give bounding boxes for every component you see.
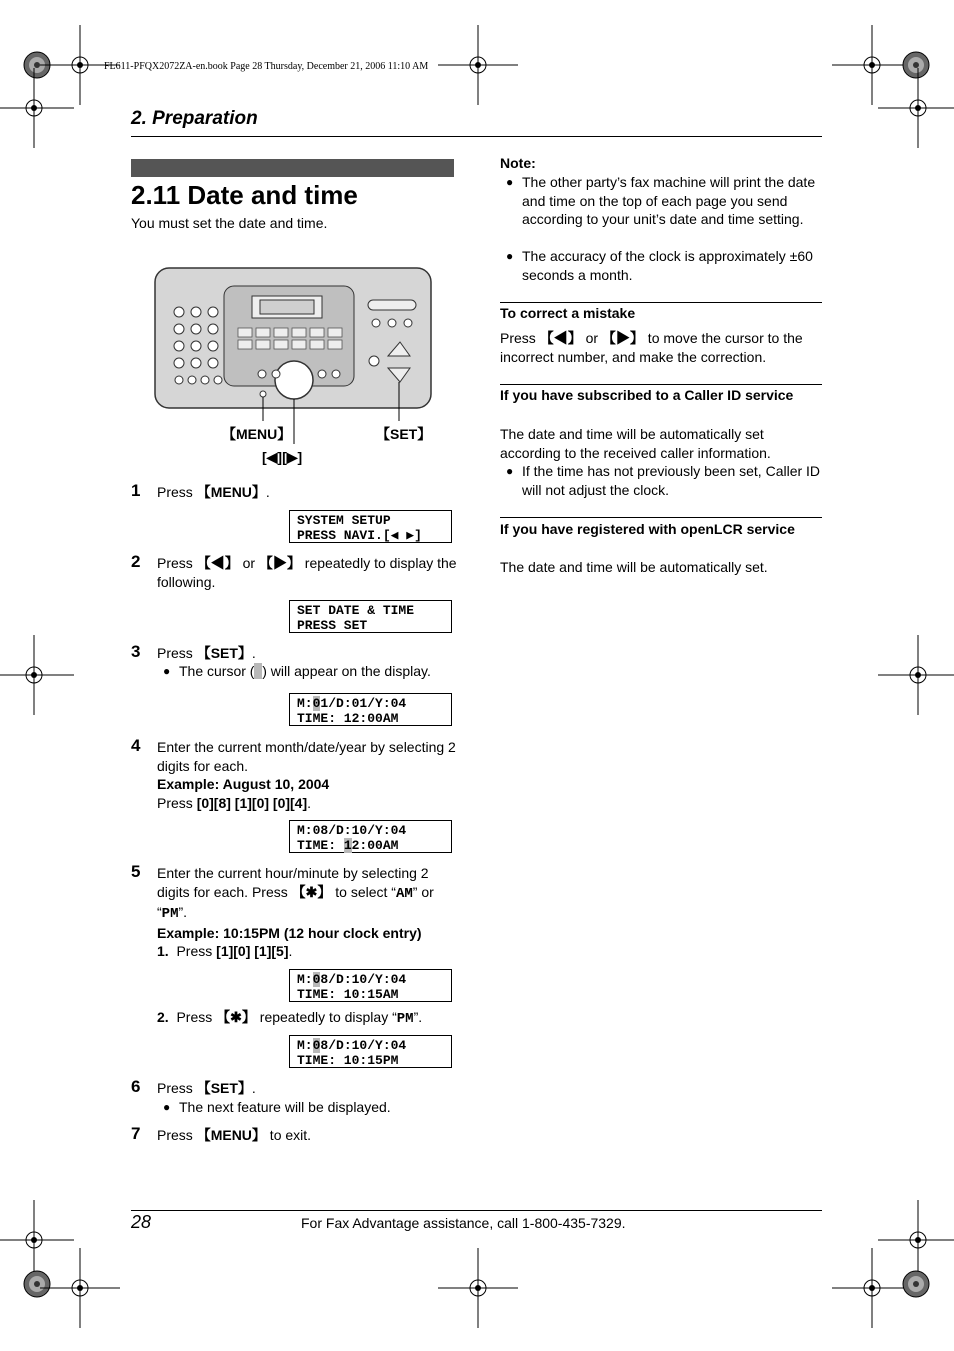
note-heading: Note: bbox=[500, 155, 536, 171]
caller-text: The date and time will be automatically set according to the received caller information. bbox=[500, 426, 771, 461]
title-bar bbox=[131, 159, 454, 177]
step-2-number: 2 bbox=[131, 552, 141, 571]
step-7-number: 7 bbox=[131, 1124, 141, 1143]
step-6-text: Press 【SET】. bbox=[157, 1080, 256, 1096]
step-1-number: 1 bbox=[131, 481, 141, 500]
section-header: 2. Preparation bbox=[131, 108, 258, 129]
step-1-text: Press 【MENU】. bbox=[157, 484, 270, 500]
step-5-text: Enter the current hour/minute by selecting 2 digits for each. Press 【✱】 to select “AM” or “PM”. Example: 10:15PM (12 hour clock entry) bbox=[157, 865, 434, 941]
lcd-step-2: SET DATE & TIME PRESS SET bbox=[289, 600, 452, 633]
print-info-line: FL611-PFQX2072ZA-en.book Page 28 Thursday, December 21, 2006 11:10 AM bbox=[104, 61, 429, 72]
bullet-dot: ● bbox=[163, 1100, 171, 1114]
step-6-bullet: ● The next feature will be displayed. bbox=[163, 1099, 391, 1115]
lcr-text: The date and time will be automatically set. bbox=[500, 559, 768, 575]
bullet-dot: ● bbox=[163, 664, 171, 678]
note-bullet-2: ● The accuracy of the clock is approximately ±60 seconds a month. bbox=[506, 248, 813, 283]
footer-rule bbox=[131, 1210, 822, 1211]
step-3-text: Press 【SET】. bbox=[157, 645, 256, 661]
rule-correct bbox=[500, 302, 822, 303]
footer-assistance: For Fax Advantage assistance, call 1-800-435-7329. bbox=[301, 1215, 626, 1231]
step-5-sub-1: 1. Press [1][0] [1][5]. bbox=[157, 943, 293, 959]
page-title: 2.11 Date and time bbox=[131, 180, 358, 210]
step-6-number: 6 bbox=[131, 1077, 141, 1096]
step-3-number: 3 bbox=[131, 642, 141, 661]
rule-lcr bbox=[500, 517, 822, 518]
step-7-text: Press 【MENU】 to exit. bbox=[157, 1127, 312, 1143]
bullet-dot: ● bbox=[506, 175, 514, 189]
step-5-sub-2: 2. Press 【✱】 repeatedly to display “PM”. bbox=[157, 1009, 423, 1027]
bullet-dot: ● bbox=[506, 464, 514, 478]
lcd-step-4: M:08/D:10/Y:04 TIME: 12:00AM bbox=[289, 820, 452, 853]
lcd-step-5-b: M:08/D:10/Y:04 TIME: 10:15PM bbox=[289, 1035, 452, 1068]
correct-text: Press 【◀】 or 【▶】 to move the cursor to the incorrect number, and make the correction. bbox=[500, 330, 803, 365]
intro-text: You must set the date and time. bbox=[131, 215, 328, 231]
step-5-number: 5 bbox=[131, 862, 141, 881]
lcd-step-3: M:01/D:01/Y:04 TIME: 12:00AM bbox=[289, 693, 452, 726]
callout-menu: 【MENU】 bbox=[222, 426, 292, 442]
step-4-number: 4 bbox=[131, 736, 141, 755]
page-number: 28 bbox=[131, 1212, 152, 1232]
lcd-step-1: SYSTEM SETUP PRESS NAVI.[◀ ▶] bbox=[289, 510, 452, 543]
lcr-heading: If you have registered with openLCR service bbox=[500, 521, 795, 537]
correct-heading: To correct a mistake bbox=[500, 305, 636, 321]
step-4-text: Enter the current month/date/year by selecting 2 digits for each. Example: August 10, 2004 Press [0][8] [1][0] [0][4]. bbox=[157, 739, 456, 811]
bullet-dot: ● bbox=[506, 249, 514, 263]
step-3-bullet: ● The cursor ( ) will appear on the display. bbox=[163, 663, 431, 679]
caller-heading: If you have subscribed to a Caller ID service bbox=[500, 387, 794, 403]
caller-bullet: ● If the time has not previously been set, Caller ID will not adjust the clock. bbox=[506, 463, 821, 498]
header-rule bbox=[131, 136, 822, 137]
lcd-step-5-a: M:08/D:10/Y:04 TIME: 10:15AM bbox=[289, 969, 452, 1002]
step-2-text: Press 【◀】 or 【▶】 repeatedly to display the following. bbox=[157, 555, 457, 590]
callout-arrows: [◀][▶] bbox=[262, 449, 303, 465]
callout-set: 【SET】 bbox=[376, 426, 432, 442]
note-bullet-1: ● The other party’s fax machine will print the date and time on the top of each page you send according to your unit’s date and time setting. bbox=[506, 174, 816, 227]
rule-caller bbox=[500, 384, 822, 385]
